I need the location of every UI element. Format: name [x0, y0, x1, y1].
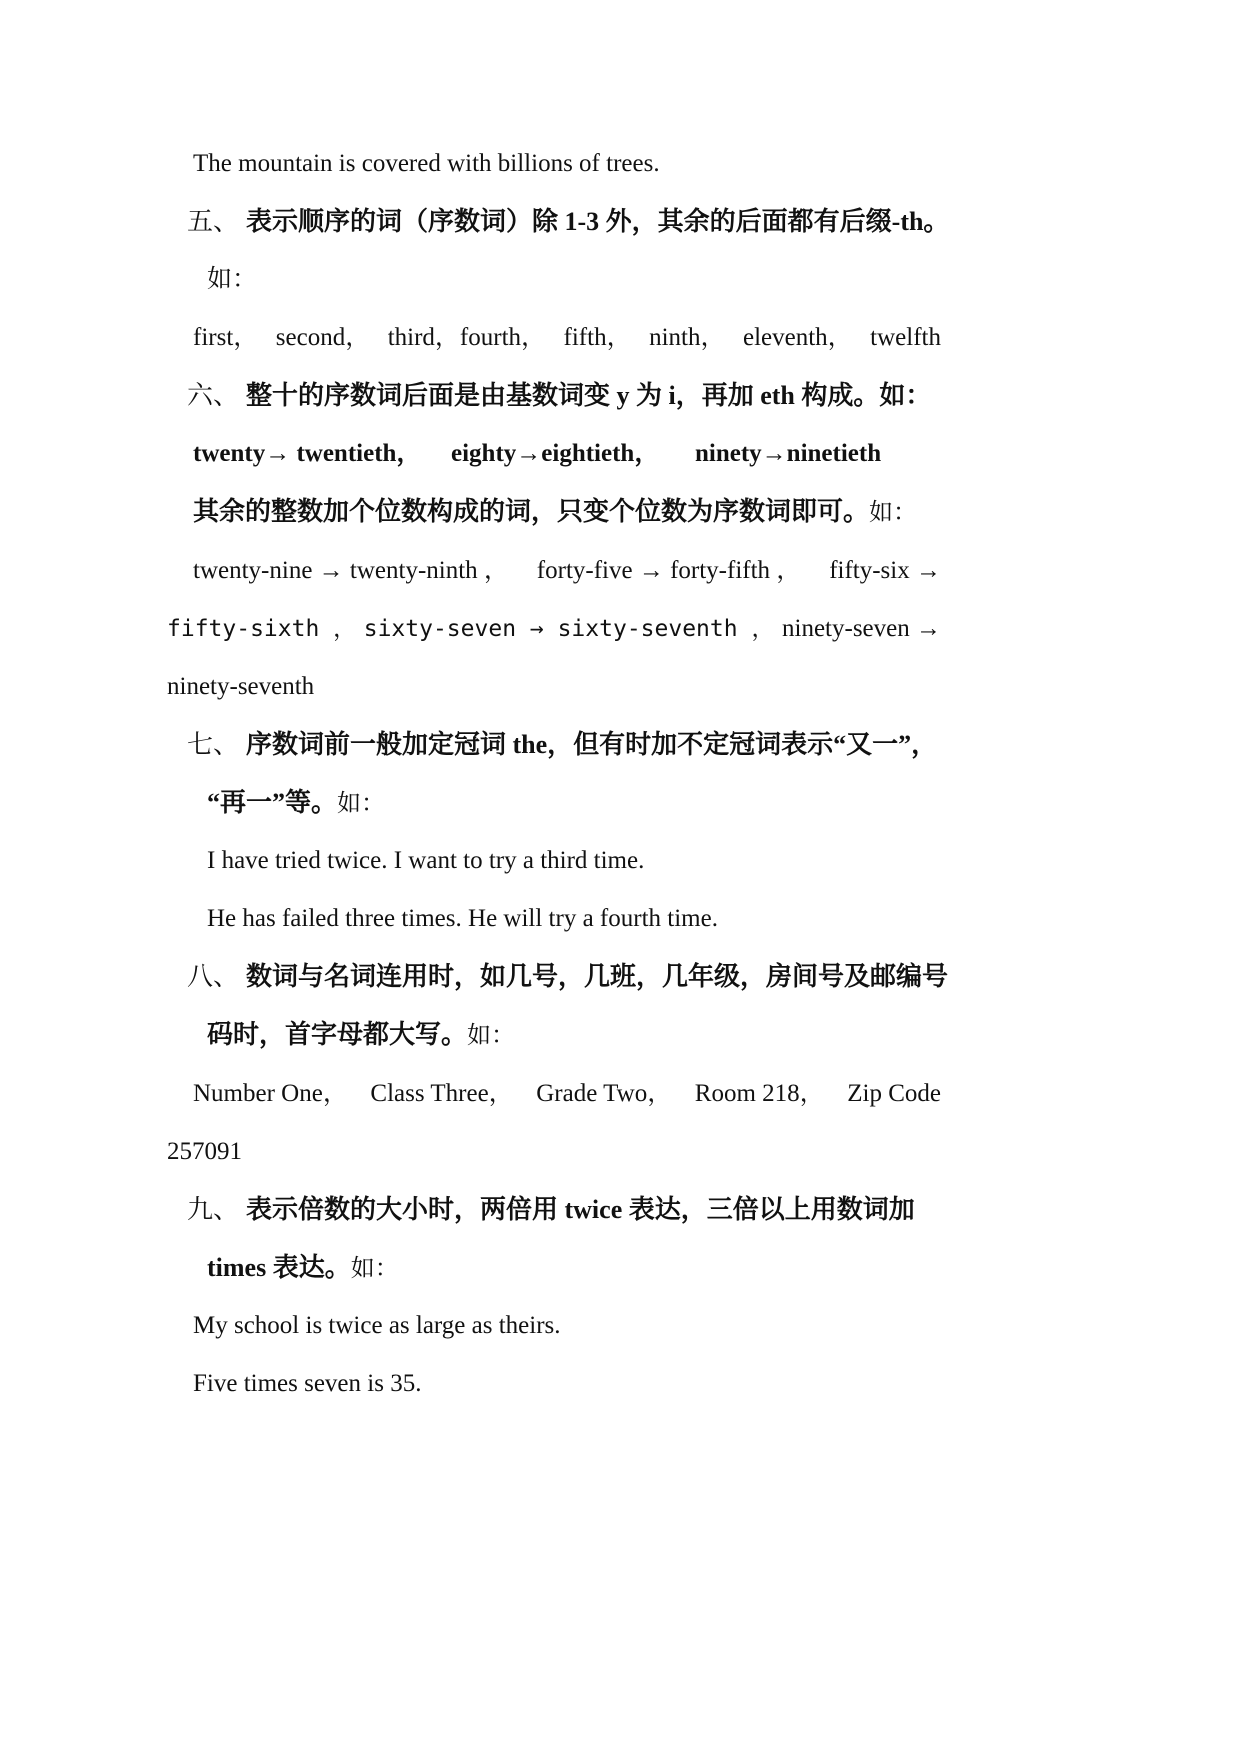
example-sentence: Five times seven is 35.	[193, 1370, 422, 1397]
section-heading-7-cont	[207, 783, 385, 823]
ordinal-word: eleventh，	[742, 324, 853, 351]
ordinal-word: fifth，	[563, 324, 632, 351]
ordinal-word: twelfth	[870, 324, 941, 351]
capitalized-example: Class Three，	[370, 1080, 514, 1107]
compound-example: ninety-seven →	[782, 615, 941, 642]
capitalized-examples	[193, 1074, 941, 1114]
example-label: 如：	[869, 500, 918, 526]
section-heading-5: 表示顺序的词（序数词）除 1-3 外，其余的后面都有后缀-th。	[246, 207, 950, 236]
tens-example: ninety→ninetieth	[695, 440, 882, 467]
section-number-7: 七、	[187, 730, 240, 759]
section-heading-8: 数词与名词连用时，如几号，几班，几年级，房间号及邮编号	[246, 962, 949, 991]
heading-text: “再一”等。	[207, 788, 338, 817]
capitalized-example: Number One，	[193, 1080, 348, 1107]
capitalized-example: Grade Two，	[536, 1080, 673, 1107]
capitalized-example: Room 218，	[694, 1080, 825, 1107]
ordinal-word: first，	[193, 324, 259, 351]
compound-example: twenty-nine → twenty-ninth ，	[193, 557, 509, 584]
example-sentence: I have tried twice. I want to try a third time.	[207, 847, 645, 874]
capitalized-example: Zip Code	[847, 1080, 941, 1107]
example-label: 如：	[350, 1256, 399, 1282]
section-heading-6: 整十的序数词后面是由基数词变 y 为 i，再加 eth 构成。如：	[246, 381, 932, 410]
compound-example-end: ninety-seventh	[167, 673, 315, 700]
compound-example: sixty-seven → sixty-seventh ，	[363, 616, 775, 642]
tens-examples	[193, 434, 893, 474]
example-label: 如：	[207, 266, 258, 293]
section-6-subnote	[193, 492, 917, 532]
ordinal-examples	[193, 318, 941, 358]
tens-example: twenty→ twentieth，	[193, 440, 422, 467]
section-number-6: 六、	[187, 381, 240, 410]
section-heading-9: 表示倍数的大小时，两倍用 twice 表达，三倍以上用数词加	[246, 1195, 915, 1224]
ordinal-word: ninth，	[649, 324, 726, 351]
compound-examples-1	[193, 551, 941, 591]
example-sentence: My school is twice as large as theirs.	[193, 1312, 561, 1339]
section-number-5: 五、	[187, 207, 240, 236]
section-heading-9-cont	[207, 1248, 399, 1288]
example-sentence: The mountain is covered with billions of trees.	[193, 150, 660, 177]
ordinal-word: third，fourth，	[387, 324, 547, 351]
section-heading-8-cont	[207, 1015, 515, 1055]
example-sentence: He has failed three times. He will try a fourth time.	[207, 905, 718, 932]
tens-example: eighty→eightieth，	[451, 440, 660, 467]
zip-code-number: 257091	[167, 1138, 242, 1165]
section-heading-7: 序数词前一般加定冠词 the，但有时加不定冠词表示“又一”，	[246, 730, 938, 759]
ordinal-word: second，	[275, 324, 371, 351]
compound-example: fifty-sixth ，	[167, 616, 357, 642]
section-number-9: 九、	[187, 1195, 240, 1224]
heading-text: times 表达。	[207, 1253, 351, 1282]
heading-text: 码时，首字母都大写。	[207, 1020, 468, 1049]
section-number-8: 八、	[187, 962, 240, 991]
compound-example: fifty-six →	[829, 557, 941, 584]
compound-examples-2	[167, 609, 941, 649]
subnote-text: 其余的整数加个位数构成的词，只变个位数为序数词即可。	[193, 497, 870, 526]
example-label: 如：	[337, 791, 386, 817]
compound-example: forty-five → forty-fifth ，	[536, 557, 802, 584]
example-label: 如：	[467, 1023, 516, 1049]
